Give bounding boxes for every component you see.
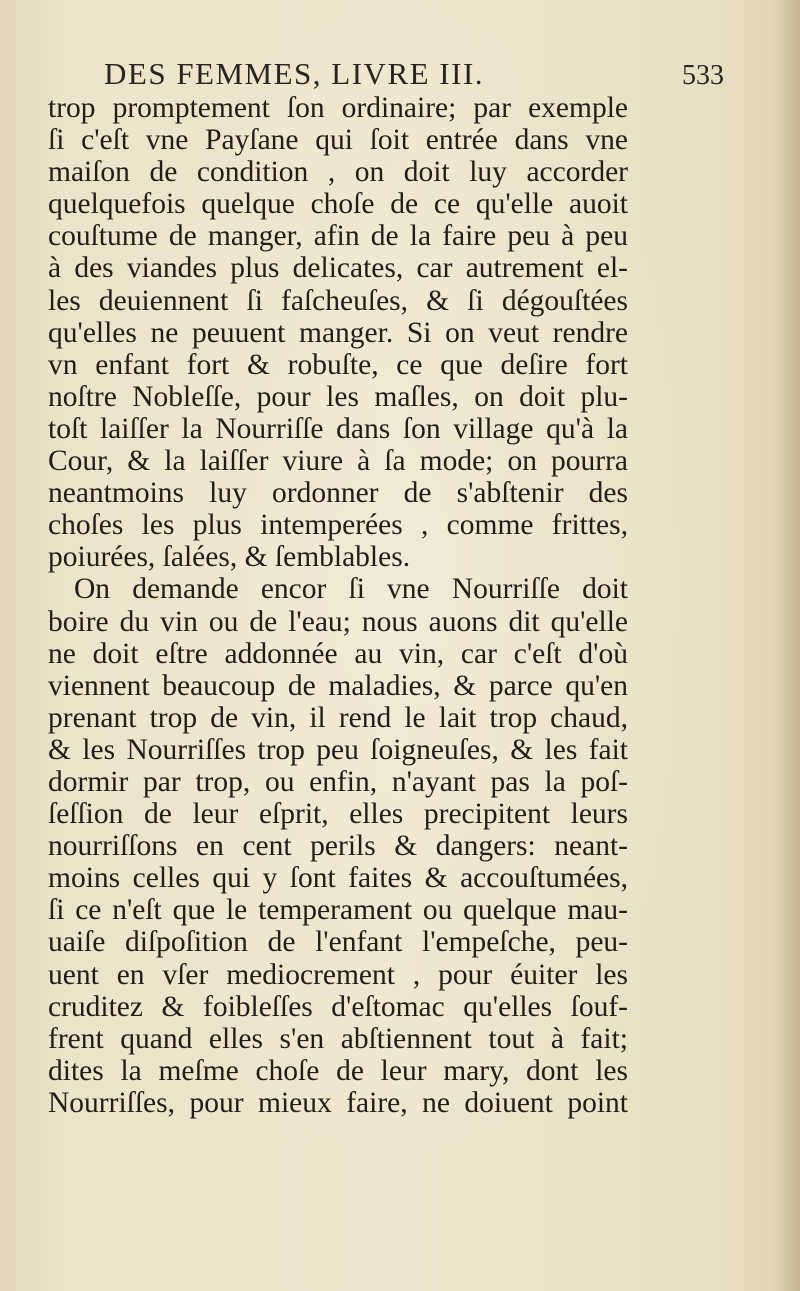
text-line: dites la meſme choſe de leur mary, dont les (48, 1054, 628, 1087)
text-line: couſtume de manger, afin de la faire peu à peu (48, 220, 628, 253)
text-line: uent en vſer mediocrement , pour éuiter les (48, 958, 628, 991)
text-line: ne doit eſtre addonnée au vin, car c'eſt d'où (48, 637, 628, 670)
text-line: qu'elles ne peuuent manger. Si on veut rendre (48, 316, 628, 349)
text-line-paragraph-end: poiurées, ſalées, & ſemblables. (48, 541, 411, 574)
body-text (48, 92, 628, 1119)
text-line: ſi c'eſt vne Payſane qui ſoit entrée dans vne (48, 124, 628, 157)
text-line: maiſon de condition , on doit luy accorder (48, 156, 628, 189)
text-line: ſeſſion de leur eſprit, elles precipitent leurs (48, 798, 628, 831)
text-line: ſi ce n'eſt que le temperament ou quelque mau- (48, 894, 628, 927)
running-head: DES FEMMES, LIVRE III. (104, 56, 485, 91)
text-line: choſes les plus intemperées , comme frittes, (48, 509, 628, 542)
text-line: dormir par trop, ou enfin, n'ayant pas la poſ- (48, 765, 628, 798)
page-number: 533 (682, 60, 724, 91)
text-line: boire du vin ou de l'eau; nous auons dit qu'elle (48, 605, 628, 638)
text-line: moins celles qui y ſont faites & accouſtumées, (48, 862, 628, 895)
text-line: noſtre Nobleſſe, pour les maſles, on doit plu- (48, 380, 628, 413)
text-line: toſt laiſſer la Nourriſſe dans ſon village qu'à la (48, 412, 628, 445)
text-line: prenant trop de vin, il rend le lait trop chaud, (48, 701, 628, 734)
text-line: vn enfant fort & robuſte, ce que deſire fort (48, 348, 628, 381)
text-line: Nourriſſes, pour mieux faire, ne doiuent point (48, 1086, 628, 1119)
text-line: quelquefois quelque choſe de ce qu'elle auoit (48, 188, 628, 221)
text-line: à des viandes plus delicates, car autrement el- (48, 252, 628, 285)
text-line: nourriſſons en cent perils & dangers: neant- (48, 830, 628, 863)
text-line: cruditez & foibleſſes d'eſtomac qu'elles ſouf- (48, 990, 628, 1023)
text-line: Cour, & la laiſſer viure à ſa mode; on pourra (48, 445, 628, 478)
text-line: les deuiennent ſi faſcheuſes, & ſi dégouſtées (48, 284, 628, 317)
text-line-paragraph-start: On demande encor ſi vne Nourriſſe doit (74, 573, 628, 606)
text-line: uaiſe diſpoſition de l'enfant l'empeſche, peu- (48, 926, 628, 959)
text-line: & les Nourriſſes trop peu ſoigneuſes, & les fait (48, 733, 628, 766)
text-line: neantmoins luy ordonner de s'abſtenir des (48, 477, 628, 510)
text-line: frent quand elles s'en abſtiennent tout à fait; (48, 1022, 628, 1055)
text-line: trop promptement ſon ordinaire; par exemple (48, 92, 628, 124)
text-line: viennent beaucoup de maladies, & parce qu'en (48, 669, 628, 702)
